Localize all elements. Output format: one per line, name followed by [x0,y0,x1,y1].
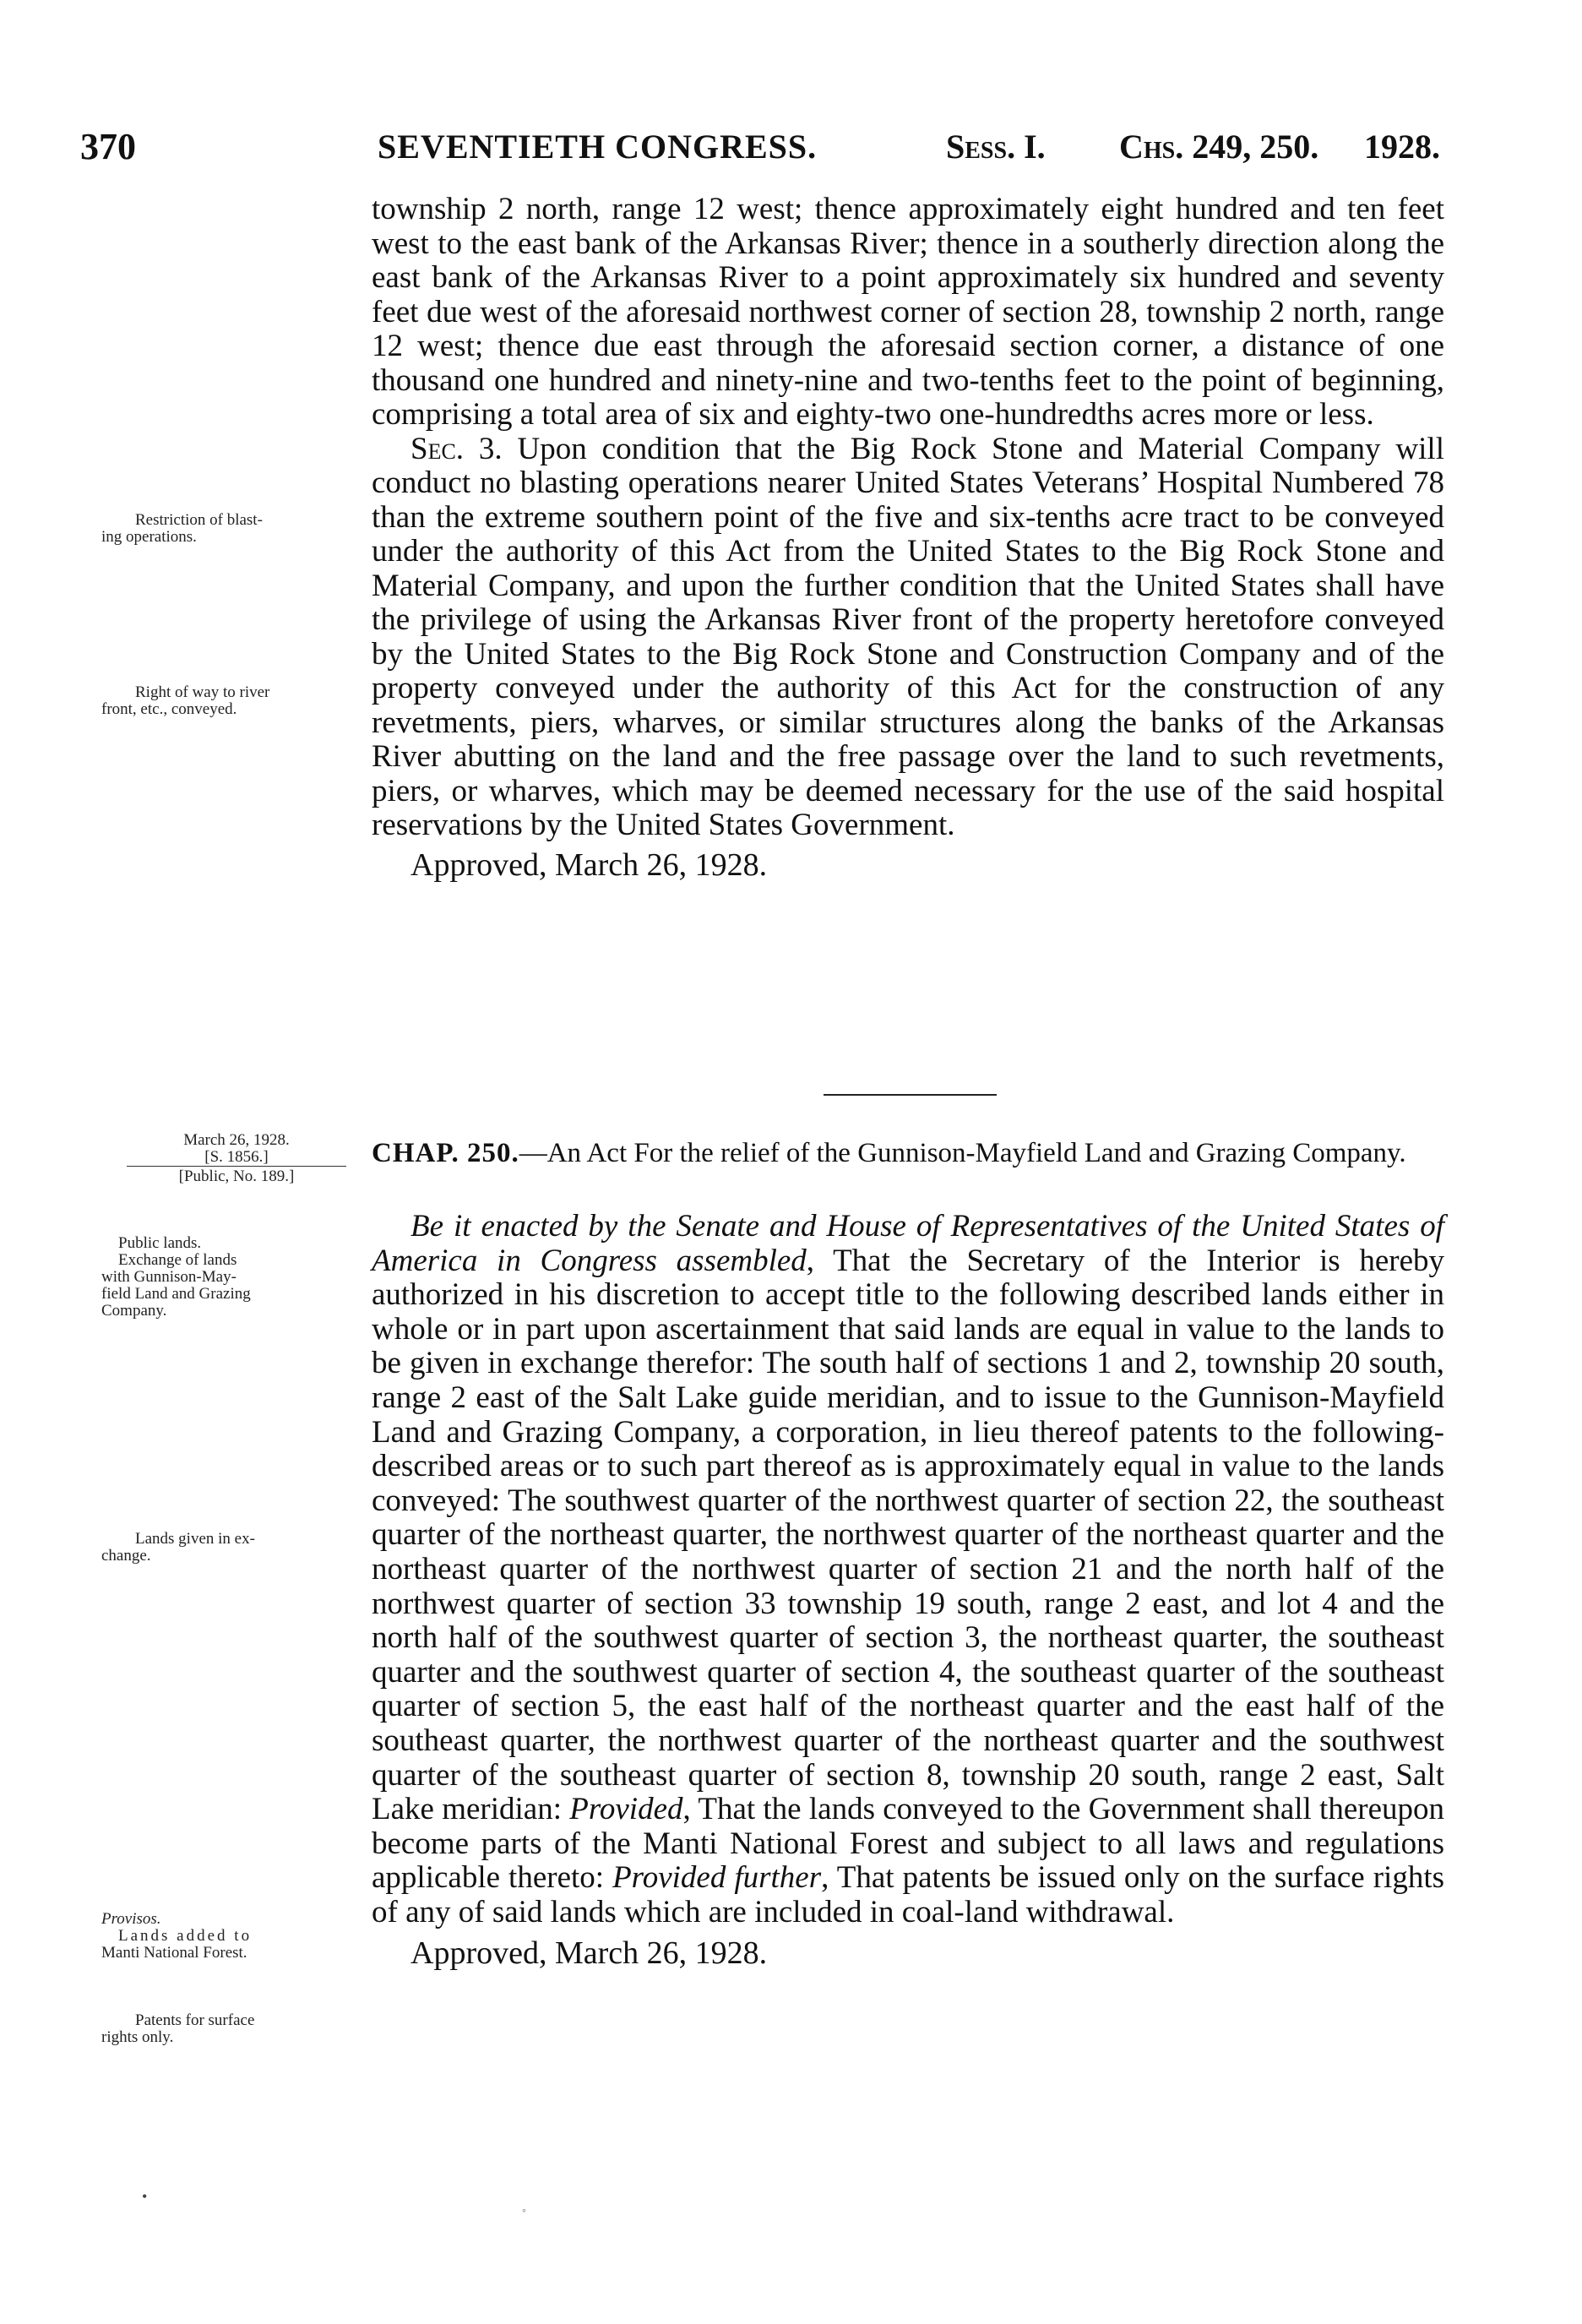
provided-1: Provided [569,1792,683,1827]
section-3-text: Upon condition that the Big Rock Stone and Material Company will conduct no blasting operations nearer United States Veterans’ Hospital Numbered 78 than the extreme southern point of the five and six-tenths acre tract to be conveyed under the authority of this Act from the United States to the Big Rock Stone and Material Company, and upon the further condition that the United States shall have the privilege of using the Arkansas River front of the property heretofore conveyed by the United States to the Big Rock Stone and Construction Company and of the property conveyed under the authority of this Act for the construction of any revetments, piers, wharves, or similar structures along the banks of the Arkansas River abutting on the land and the free passage over the land to such revetments, piers, or wharves, which may be deemed necessary for the use of the said hospital reservations by the United States Government. [372,431,1444,842]
enacting-paragraph [372,1210,1444,1929]
chapters-label: Chs. 249, 250. [1119,128,1319,166]
chapter-250-heading [372,1136,1444,1170]
enact-body-3: , That patents be issued only on the surface rights of any of said lands which are included in coal-land withdrawal. [372,1860,1444,1929]
congress-title: SEVENTIETH CONGRESS. [378,128,818,166]
enact-body-2: , That the lands conveyed to the Government shall thereupon become parts of the Manti National Forest and subject to all laws and regulations applicable thereto: [372,1792,1445,1896]
margin-note-restriction: Restriction of blast- ing operations. [101,511,263,546]
section-divider [824,1094,997,1096]
print-mark-dot: • [142,2188,148,2205]
continuation-paragraph: township 2 north, range 12 west; thence approximately eight hundred and ten feet west to the east bank of the Arkansas River; thence in a southerly direction along the east bank of the Arkansas River to a point approximately six hundred and seventy feet due west of the aforesaid northwest corner of section 28, township 2 north, range 12 west; thence due east through the aforesaid section corner, a distance of one thousand one hundred and ninety-nine and two-tenths feet to the point of beginning, comprising a total area of six and eighty-two one-hundredths acres more or less. [372,192,1444,432]
margin-note-lands-given: Lands given in ex- change. [101,1530,255,1565]
chapter-250-label: CHAP. 250. [372,1138,519,1168]
running-header [80,125,1449,184]
margin-note-patents: Patents for surface rights only. [101,2011,255,2046]
enacting-clause: Be it enacted by the Senate and House of Representatives of the United States of America in Congress assembled [372,1209,1444,1278]
margin-note-right-of-way: Right of way to river front, etc., conveyed. [101,683,270,718]
margin-note-public-lands: Public lands. Exchange of lands with Gunnison-May- field Land and Grazing Company. [101,1234,251,1320]
header-year: 1928. [1364,128,1440,166]
margin-note-provisos: Provisos. Lands added to Manti National Forest. [101,1910,253,1962]
session-label: Sess. I. [946,128,1046,166]
chapter-249-continuation [372,193,1444,882]
print-mark-small: ◦ [522,2205,526,2218]
chapter-250-title: —An Act For the relief of the Gunnison-Mayfield Land and Grazing Company. [519,1138,1406,1168]
chapter-250-body [372,1210,1444,1971]
approved-line-249: Approved, March 26, 1928. [410,846,768,883]
section-3-label: Sec. 3. [410,431,503,466]
provided-2: Provided further [612,1860,822,1896]
chapter-250-date: March 26, 1928. [183,1131,290,1149]
chapter-250-sidenote [127,1132,346,1185]
page-number: 370 [80,126,136,167]
approved-line-250: Approved, March 26, 1928. [410,1935,768,1972]
enact-body-1: , That the Secretary of the Interior is hereby authorized in his discretion to accept title to the following described lands either in whole or in part upon ascertainment that said lands are equal in value to the lands to be given in exchange therefor: The south half of sections 1 and 2, township 20 south, range 2 east of the Salt Lake guide meridian, and to issue to the Gunnison-Mayfield Land and Grazing Company, a corporation, in lieu thereof patents to the following-described areas or to such part thereof as is approximately equal in value to the lands conveyed: The southwest quarter of the northwest quarter of section 22, the southeast quarter of the northeast quarter, the northwest quarter of the northeast quarter and the northeast quarter of the northwest quarter of section 21 and the north half of the northwest quarter of section 33 township 19 south, range 2 east, and lot 4 and the north half of the southwest quarter of section 3, the northeast quarter, the southeast quarter and the southwest quarter of section 4, the southeast quarter of the southeast quarter of section 5, the east half of the northeast quarter and the east half of the southeast quarter, the northwest quarter of the northeast quarter and the southwest quarter of the southeast quarter of section 8, township 20 south, range 2 east, Salt Lake meridian: [372,1243,1444,1827]
chapter-250-bill: [S. 1856.] [127,1149,346,1167]
section-3-paragraph [372,433,1444,843]
chapter-250-public-law: [Public, No. 189.] [178,1167,295,1185]
